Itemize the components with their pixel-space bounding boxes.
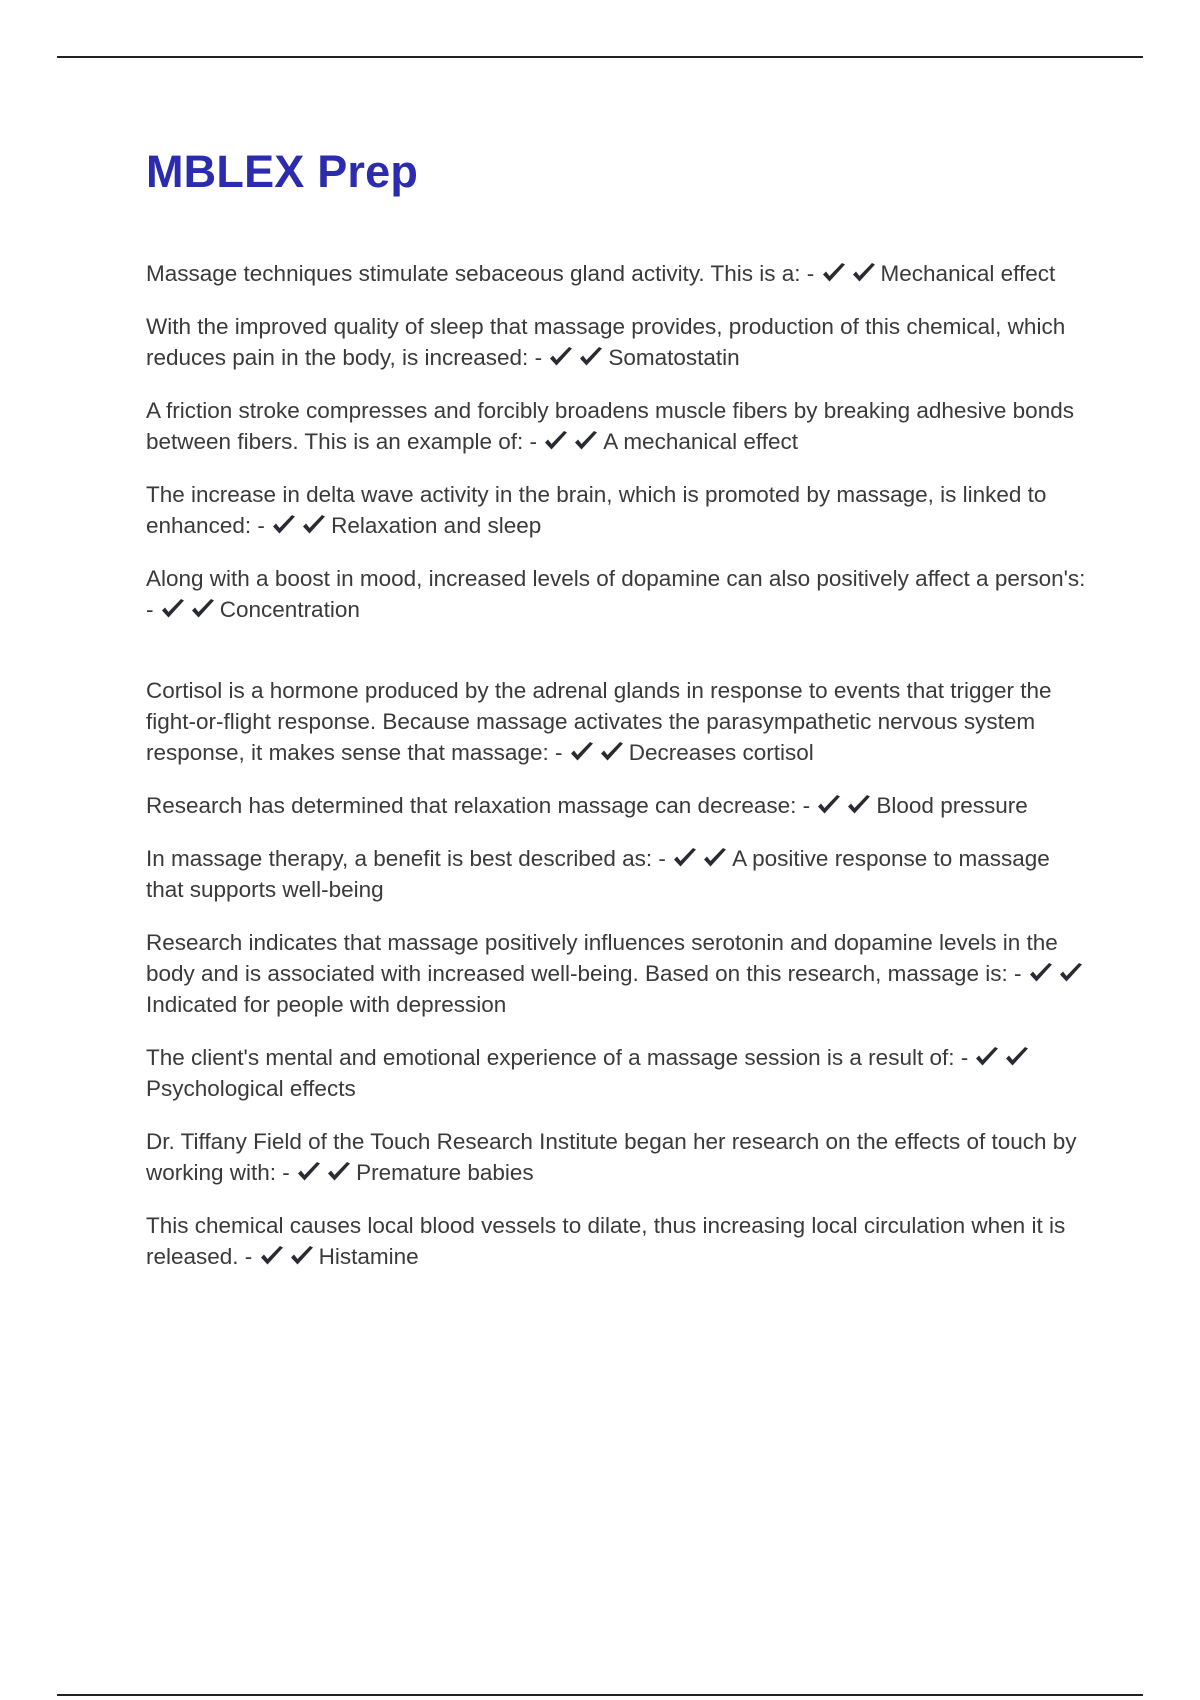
qa-item [146, 395, 1092, 457]
qa-item [146, 675, 1092, 768]
checkmark-icon [974, 1045, 1000, 1069]
answer-text: Somatostatin [608, 345, 740, 370]
answer-text: A positive response to massage that supports well-being [146, 846, 1050, 902]
page-title: MBLEX Prep [146, 146, 419, 197]
checkmark-icon [1028, 961, 1054, 985]
qa-item [146, 258, 1092, 289]
question-text: Along with a boost in mood, increased levels of dopamine can also positively affect a person's: - [146, 566, 1086, 622]
qa-item [146, 1210, 1092, 1272]
checkmark-icon [160, 597, 186, 621]
question-text: This chemical causes local blood vessels to dilate, thus increasing local circulation when it is released. - [146, 1213, 1066, 1269]
document-body [146, 142, 1092, 1294]
qa-item [146, 1042, 1092, 1104]
answer-text: Indicated for people with depression [146, 992, 507, 1017]
qa-item [146, 1126, 1092, 1188]
answer-text: Concentration [219, 597, 360, 622]
checkmark-icon [289, 1244, 315, 1268]
answer-text: Blood pressure [876, 793, 1028, 818]
checkmark-icon [821, 261, 847, 285]
question-text: The increase in delta wave activity in the brain, which is promoted by massage, is linked to enhanced: - [146, 482, 1047, 538]
checkmark-icon [578, 345, 604, 369]
answer-text: Premature babies [356, 1160, 534, 1185]
checkmark-icon [1004, 1045, 1030, 1069]
bottom-rule [57, 1694, 1143, 1696]
qa-item [146, 479, 1092, 541]
answer-text: A mechanical effect [603, 429, 798, 454]
question-text: A friction stroke compresses and forcibly broadens muscle fibers by breaking adhesive bonds between fibers. This is an example of: - [146, 398, 1074, 454]
checkmark-icon [301, 513, 327, 537]
answer-text: Psychological effects [146, 1076, 356, 1101]
question-text: With the improved quality of sleep that massage provides, production of this chemical, which reduces pain in the body, is increased: - [146, 314, 1066, 370]
question-text: The client's mental and emotional experience of a massage session is a result of: - [146, 1045, 969, 1070]
checkmark-icon [190, 597, 216, 621]
question-text: Massage techniques stimulate sebaceous gland activity. This is a: - [146, 261, 815, 286]
question-text: Research has determined that relaxation massage can decrease: - [146, 793, 811, 818]
checkmark-icon [271, 513, 297, 537]
checkmark-icon [573, 429, 599, 453]
qa-item [146, 311, 1092, 373]
checkmark-icon [548, 345, 574, 369]
question-text: Dr. Tiffany Field of the Touch Research Institute began her research on the effects of touch by working with: - [146, 1129, 1077, 1185]
checkmark-icon [846, 793, 872, 817]
checkmark-icon [672, 846, 698, 870]
qa-item [146, 790, 1092, 821]
checkmark-icon [296, 1160, 322, 1184]
answer-text: Decreases cortisol [628, 740, 814, 765]
question-text: Cortisol is a hormone produced by the adrenal glands in response to events that trigger the fight-or-flight response. Because massage activates the parasympathetic nervous system response, it makes sense that massage: - [146, 678, 1052, 765]
question-text: Research indicates that massage positively influences serotonin and dopamine levels in the body and is associated with increased well-being. Based on this research, massage is: - [146, 930, 1058, 986]
answer-text: Histamine [318, 1244, 419, 1269]
qa-item [146, 843, 1092, 905]
question-text: In massage therapy, a benefit is best described as: - [146, 846, 666, 871]
checkmark-icon [816, 793, 842, 817]
checkmark-icon [599, 740, 625, 764]
answer-text: Mechanical effect [880, 261, 1056, 286]
qa-item [146, 927, 1092, 1020]
checkmark-icon [1058, 961, 1084, 985]
checkmark-icon [851, 261, 877, 285]
checkmark-icon [543, 429, 569, 453]
checkmark-icon [259, 1244, 285, 1268]
checkmark-icon [702, 846, 728, 870]
answer-text: Relaxation and sleep [331, 513, 542, 538]
checkmark-icon [326, 1160, 352, 1184]
checkmark-icon [569, 740, 595, 764]
top-rule [57, 56, 1143, 58]
qa-item [146, 563, 1092, 625]
